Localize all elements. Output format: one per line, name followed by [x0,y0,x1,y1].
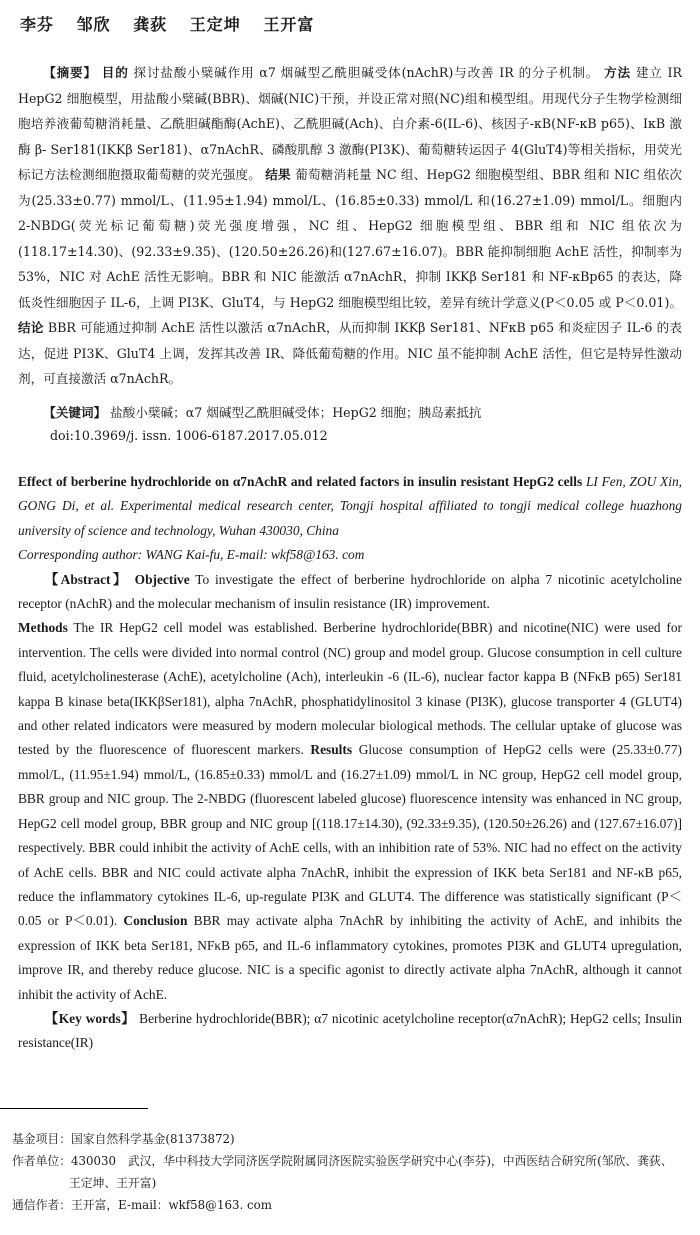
en-results-text: Glucose consumption of HepG2 cells were (25.33±0.77) mmol/L, (11.95±1.94) mmol/L, (16.85±0.33) mmol/L and (16.27±1.09) mmol/L in NC group, HepG2 cell model group, BBR group and NIC group. The 2-NBDG (fluorescent labeled glucose) fluorescence intensity was enhanced in NC group, HepG2 cell model group, BBR group and NIC group [(118.17±14.30), (92.33±9.35), (120.50±26.26) and (127.67±16.07)] respectively. BBR could inhibit the activity of AchE cells, with an inhibition rate of 53%. NIC had no effect on the activity of AchE cells. BBR and NIC could activate alpha 7nAchR, inhibit the expression of IKK beta Ser181 and NF-κB p65, reduce the inflammatory cytokines IL-6, up-regulate PI3K and GLUT4. The difference was statistically significant (P＜0.05 or P＜0.01). [18,742,682,929]
methods-text: 建立 IR HepG2 细胞模型，用盐酸小檗碱(BBR)、烟碱(NIC)干预，并设正常对照(NC)组和模型组。用现代分子生物学检测细胞培养液葡萄糖消耗量、乙酰胆碱酯酶(AchE)、乙酰胆碱(Ach)、白介素-6(IL-6)、核因子-κB(NF-κB p65)、IκB 激酶 β- Ser181(IKKβ Ser181)、α7nAchR、磷酸肌醇 3 激酶(PI3K)、葡萄糖转运因子 4(GluT4)等相关指标，用荧光标记方法检测细胞摄取葡萄糖的荧光强度。 [18,65,682,182]
methods-label: 方法 [604,65,631,80]
en-conclusion-label: Conclusion [123,913,188,929]
en-results-label: Results [310,742,353,758]
doi: doi:10.3969/j. issn. 1006-6187.2017.05.012 [50,428,328,443]
chinese-abstract [18,60,682,392]
footnotes [12,1128,692,1216]
en-abstract-label: 【Abstract】 [44,571,129,587]
objective-text: 探讨盐酸小檗碱作用 α7 烟碱型乙酰胆碱受体(nAchR)与改善 IR 的分子机制。 [133,65,600,80]
author-name: 邹欣 [76,15,111,34]
unit-note: 作者单位：430030 武汉，华中科技大学同济医学院附属同济医院实验医学研究中心(李芬)，中西医结合研究所(邹欣、龚荻、 [12,1154,673,1168]
chinese-keywords [18,400,682,426]
conclusion-text: BBR 可能通过抑制 AchE 活性以激活 α7nAchR，从而抑制 IKKβ Ser181、NFκB p65 和炎症因子 IL-6 的表达，促进 PI3K、GluT4 上调，发挥其改善 IR、降低葡萄糖的作用。NIC 虽不能抑制 AchE 活性，但它是特异性激动剂，可直接激活 α7nAchR。 [18,320,682,386]
author-name: 王开富 [263,15,315,34]
corresponding-note: 通信作者：王开富，E-mail：wkf58@163. com [12,1198,272,1212]
abstract-label: 【摘要】 [43,65,97,80]
conclusion-label: 结论 [18,320,44,335]
footnote-divider [0,1108,148,1109]
english-corresponding: Corresponding author: WANG Kai-fu, E-mail: wkf58@163. com [18,547,365,563]
author-name: 龚荻 [133,15,168,34]
author-name: 王定坤 [189,15,241,34]
en-objective-label: Objective [134,571,190,587]
results-text: 葡萄糖消耗量 NC 组、HepG2 细胞模型组、BBR 组和 NIC 组依次为(25.33±0.77) mmol/L、(11.95±1.94) mmol/L、(16.85±0.33) mmol/L 和(16.27±1.09) mmol/L。细胞内 2-NBDG(荧光标记葡萄糖)荧光强度增强，NC 组、HepG2 细胞模型组、BBR 组和 NIC 组依次为(118.17±14.30)、(92.33±9.35)、(120.50±26.26)和(127.67±16.07)。BBR 能抑制细胞 AchE 活性，抑制率为 53%，NIC 对 AchE 活性无影响。BBR 和 NIC 能激活 α7nAchR，抑制 IKKβ Ser181 和 NF-κBp65 的表达，降低炎性细胞因子 IL-6，上调 PI3K、GluT4，与 HepG2 细胞模型组比较，差异有统计学意义(P＜0.05 或 P＜0.01)。 [18,167,682,310]
unit-note-continued: 王定坤、王开富) [69,1176,157,1190]
en-keywords-label: 【Key words】 [44,1010,136,1026]
en-objective-text: To investigate the effect of berberine hydrochloride on alpha 7 nicotinic acetylcholine receptor (nAchR) and the molecular mechanism of insulin resistance (IR) improvement. [18,571,682,612]
english-title: Effect of berberine hydrochloride on α7nAchR and related factors in insulin resistant HepG2 cells [18,474,583,489]
en-keywords-text: Berberine hydrochloride(BBR); α7 nicotinic acetylcholine receptor(α7nAchR); HepG2 cells; Insulin resistance(IR) [18,1010,682,1051]
english-abstract [18,470,682,1056]
results-label: 结果 [265,167,291,182]
author-list [20,12,330,35]
objective-label: 目的 [101,65,129,80]
keywords-label: 【关键词】 [43,405,107,420]
en-methods-label: Methods [18,620,68,636]
author-name: 李芬 [20,15,55,34]
english-authors-affiliation: LI Fen, ZOU Xin, GONG Di, et al. Experimental medical research center, Tongji hospital affiliated to tongji medical college huazhong university of science and technology, Wuhan 430030, China [18,474,682,538]
keywords-text: 盐酸小檗碱；α7 烟碱型乙酰胆碱受体；HepG2 细胞；胰岛素抵抗 [110,405,482,420]
en-methods-text: The IR HepG2 cell model was established. Berberine hydrochloride(BBR) and nicotine(NIC) were used for intervention. The cells were divided into normal control (NC) group and model group. Glucose consumption in cell culture fluid, acetylcholinesterase (AchE), acetylcholine (Ach), interleukin -6 (IL-6), nuclear factor kappa B (NFκB p65) Ser181 kappa B kinase beta(IKKβSer181), alpha 7nAchR, phosphatidylinositol 3 kinase (PI3K), glucose transporter 4 (GLUT4) and other related indicators were measured by modern molecular biological methods. The cellular uptake of glucose was tested by the fluorescence of fluorescent markers. [18,620,682,758]
en-conclusion-text: BBR may activate alpha 7nAchR by inhibiting the activity of AchE, and inhibits the expression of IKK beta Ser181, NFκB p65, and IL-6 inflammatory cytokines, promotes PI3K and GLUT4 upregulation, improve IR, and thereby reduce glucose. NIC is a specific agonist to directly activate alpha 7nAchR, although it cannot inhibit the activity of AchE. [18,913,682,1002]
fund-note: 基金项目：国家自然科学基金(81373872) [12,1132,235,1146]
